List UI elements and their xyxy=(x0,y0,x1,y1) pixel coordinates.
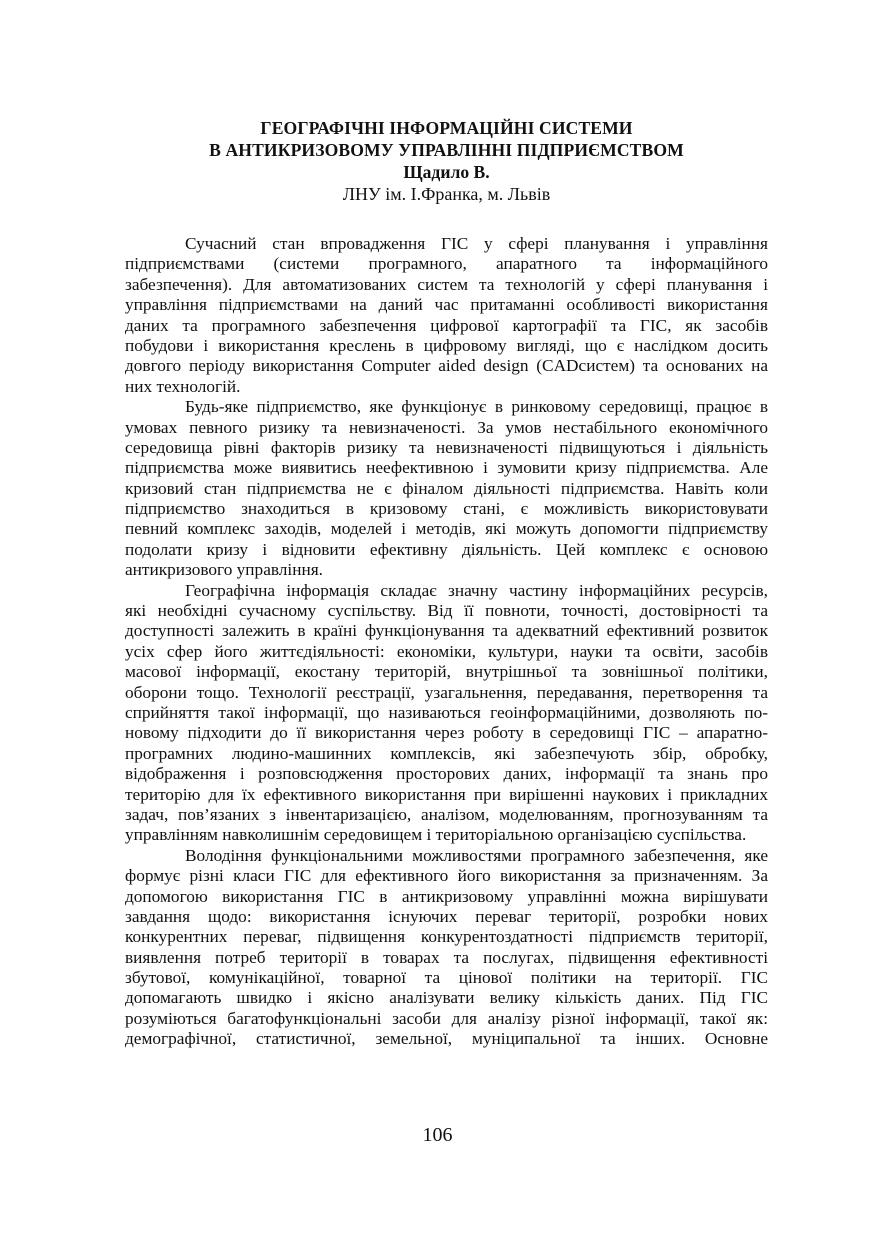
text-line: управлінням навколишнім середовищем і територіальною організацією суспільства. xyxy=(125,825,747,845)
text-line: формує різні класи ГІС для ефективного його використання за призначенням. За xyxy=(125,866,768,886)
text-line: територію для їх ефективного використання при вирішенні наукових і прикладних xyxy=(125,784,768,804)
text-line: новому підходити до її використання через роботу в середовищі ГІС – апаратно- xyxy=(125,723,768,743)
author-name: Щадило В. xyxy=(403,162,490,182)
text-line: Будь-яке підприємство, яке функціонує в ринковому середовищі, працює в xyxy=(185,397,768,417)
text-line: побудови і використання креслень в цифровому вигляді, що є наслідком досить xyxy=(125,335,768,355)
text-line: програмних людино-машинних комплексів, які забезпечують збір, обробку, xyxy=(125,743,768,763)
text-line: сприйняття такої інформації, що називаються геоінформаційними, дозволяють по- xyxy=(125,702,768,722)
paragraph xyxy=(125,581,768,846)
text-line: кризовий стан підприємства не є фіналом діяльності підприємства. Навіть коли xyxy=(125,478,768,498)
paragraph xyxy=(125,397,768,581)
text-line: даних та програмного забезпечення цифрової картографії та ГІС, як засобів xyxy=(125,315,768,335)
text-line: доступності залежить в країні функціонування та адекватний ефективний розвиток xyxy=(125,621,768,641)
paragraph xyxy=(125,846,768,1050)
text-line: які необхідні сучасному суспільству. Від її повноти, точності, достовірності та xyxy=(125,601,768,621)
page-number: 106 xyxy=(422,1124,453,1146)
text-line: допомогою використання ГІС в антикризовому управлінні можна вирішувати xyxy=(125,886,768,906)
text-line: забезпечення). Для автоматизованих систем та технологій у сфері планування і xyxy=(125,274,768,294)
text-line: масової інформації, екостану територій, внутрішньої та зовнішньої політики, xyxy=(125,662,768,682)
text-line: відображення і розповсюдження просторових даних, інформації та знань про xyxy=(125,764,768,784)
paper-body xyxy=(125,234,768,1050)
paragraph xyxy=(125,234,768,397)
text-line: конкурентних переваг, підвищення конкурентоздатності підприємств території, xyxy=(125,927,768,947)
text-line: допомагають швидко і якісно аналізувати велику кількість даних. Під ГІС xyxy=(125,988,768,1008)
text-line: середовища рівні факторів ризику та невизначеності підвищуються і діяльність xyxy=(125,437,768,457)
text-line: виявлення потреб території в товарах та послугах, підвищення ефективності xyxy=(125,947,768,967)
text-line: управління підприємствами на даний час притаманні особливості використання xyxy=(125,295,768,315)
text-line: підприємства може виявитись неефективною і зумовити кризу підприємства. Але xyxy=(125,458,768,478)
text-line: підприємствами (системи програмного, апаратного та інформаційного xyxy=(125,254,768,274)
author-affiliation: ЛНУ ім. І.Франка, м. Львів xyxy=(342,184,551,204)
text-line: розуміються багатофункціональні засоби для аналізу різної інформації, такої як: xyxy=(125,1008,768,1028)
text-line: демографічної, статистичної, земельної, муніципальної та інших. Основне xyxy=(125,1029,768,1049)
text-line: певний комплекс заходів, моделей і методів, які можуть допомогти підприємству xyxy=(125,519,768,539)
paper-page xyxy=(125,117,768,1050)
title-line-2: В АНТИКРИЗОВОМУ УПРАВЛІННІ ПІДПРИЄМСТВОМ xyxy=(209,140,684,160)
paper-header xyxy=(125,117,768,205)
text-line: збутової, комунікаційної, товарної та цінової політики на території. ГІС xyxy=(125,968,768,988)
text-line: Сучасний стан впровадження ГІС у сфері планування і управління xyxy=(185,234,768,253)
text-line: Володіння функціональними можливостями програмного забезпечення, яке xyxy=(185,845,768,865)
text-line: них технологій. xyxy=(125,376,241,396)
text-line: задач, пов’язаних з інвентаризацією, аналізом, моделюванням, прогнозуванням та xyxy=(125,804,768,824)
text-line: подолати кризу і відновити ефективну діяльність. Цей комплекс є основою xyxy=(125,539,768,559)
text-line: завдання щодо: використання існуючих переваг території, розробки нових xyxy=(125,906,768,926)
text-line: умовах певного ризику та невизначеності. За умов нестабільного економічного xyxy=(125,417,768,437)
text-line: усіх сфер його життєдіяльності: економіки, культури, науки та освіти, засобів xyxy=(125,641,768,661)
text-line: Географічна інформація складає значну частину інформаційних ресурсів, xyxy=(185,580,768,600)
text-line: антикризового управління. xyxy=(125,560,323,580)
text-line: оборони тощо. Технології реєстрації, узагальнення, передавання, перетворення та xyxy=(125,682,768,702)
text-line: довгого періоду використання Computer aided design (CADсистем) та основаних на xyxy=(125,356,768,376)
text-line: підприємство знаходиться в кризовому стані, є можливість використовувати xyxy=(125,499,768,519)
title-line-1: ГЕОГРАФІЧНІ ІНФОРМАЦІЙНІ СИСТЕМИ xyxy=(260,118,633,138)
